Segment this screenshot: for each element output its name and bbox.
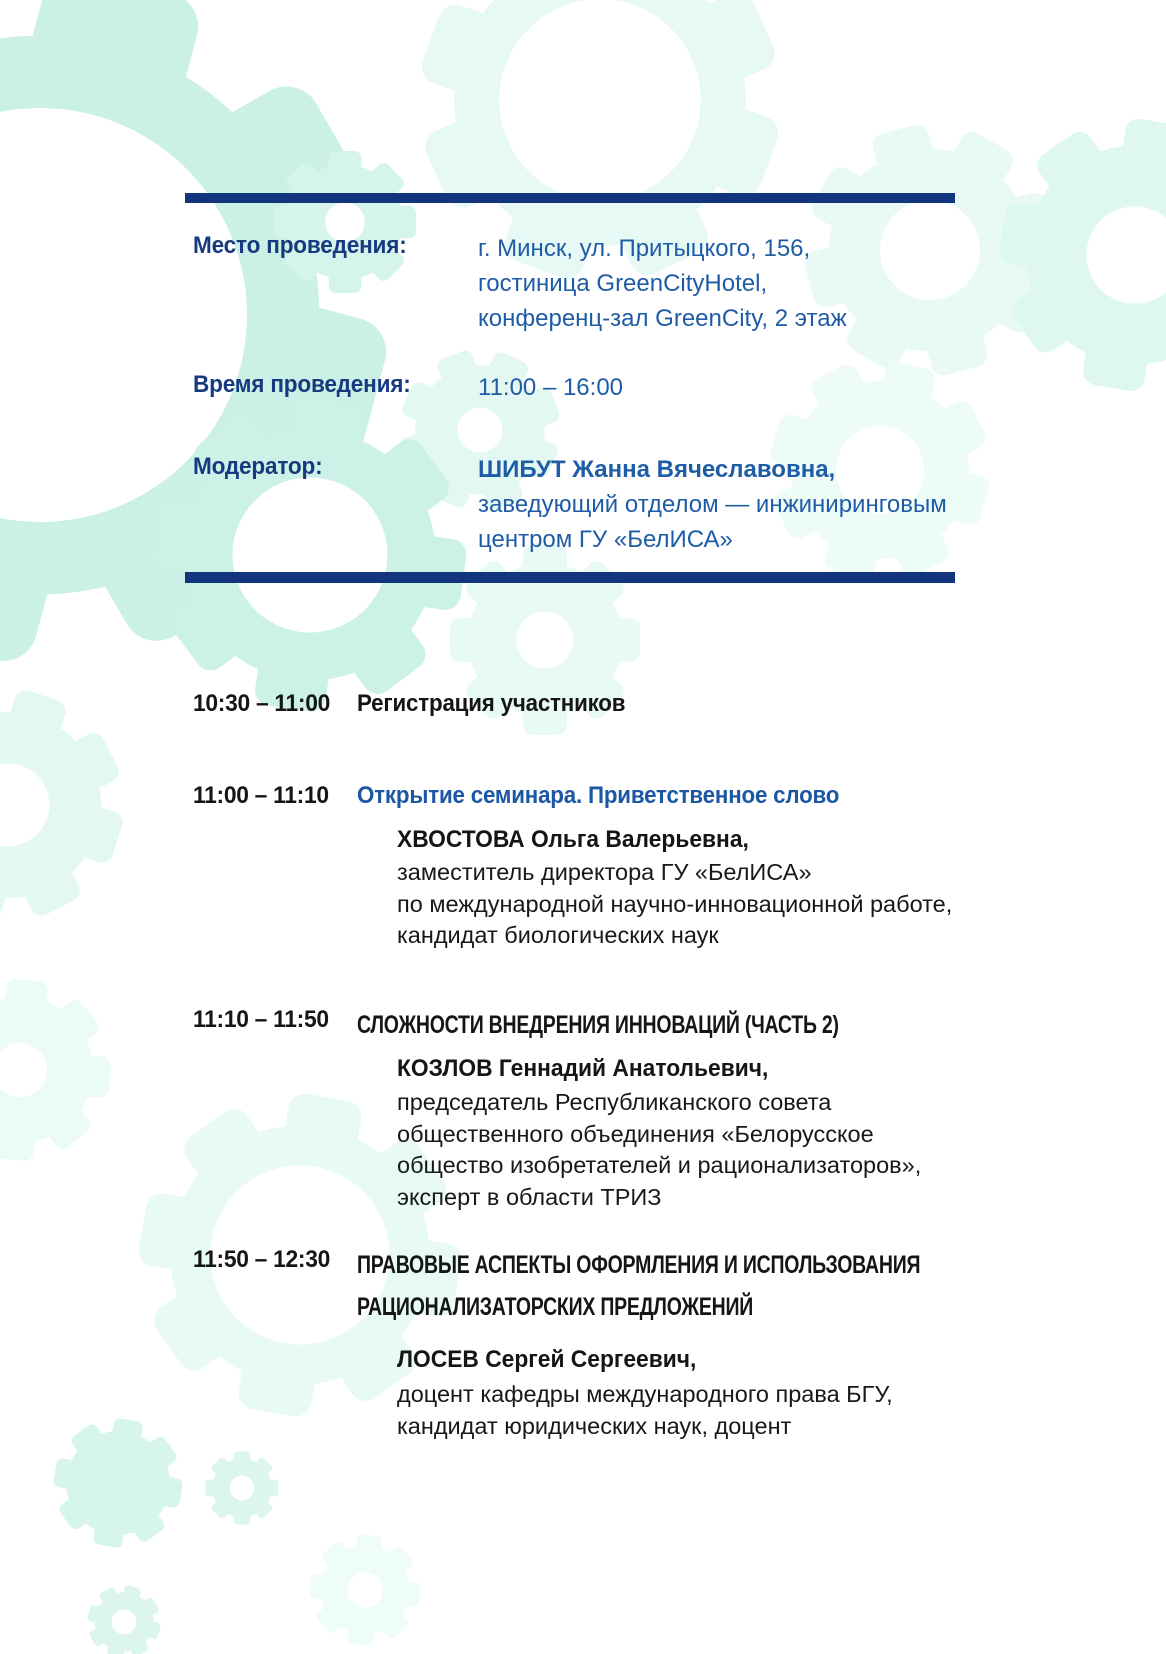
time-value: 11:00 – 16:00 xyxy=(478,374,624,401)
venue-address xyxy=(478,231,847,336)
session-title xyxy=(357,1244,920,1328)
session-time: 11:10 – 11:50 xyxy=(193,1006,329,1033)
speaker-description-line: заместитель директора ГУ «БелИСА» xyxy=(397,859,812,885)
speaker-description-line: кандидат юридических наук, доцент xyxy=(397,1412,792,1439)
moderator-label: Модератор: xyxy=(193,453,323,480)
speaker-description xyxy=(397,1087,921,1213)
session-title-line: РАЦИОНАЛИЗАТОРСКИХ ПРЕДЛОЖЕНИЙ xyxy=(357,1293,754,1321)
moderator-description-line: центром ГУ «БелИСА» xyxy=(478,526,733,553)
speaker-description-line: по международной научно-инновационной работе, xyxy=(397,890,953,917)
moderator-description-line: заведующий отделом — инжиниринговым xyxy=(478,491,947,518)
speaker-description-line: председатель Республиканского совета xyxy=(397,1089,832,1115)
venue-address-line: г. Минск, ул. Притыцкого, 156, xyxy=(478,235,811,262)
speaker-name: ЛОСЕВ Сергей Сергеевич, xyxy=(397,1346,697,1373)
session-title: Открытие семинара. Приветственное слово xyxy=(357,782,840,809)
time-label: Время проведения: xyxy=(193,371,411,398)
session-time: 10:30 – 11:00 xyxy=(193,690,331,717)
bottom-divider-bar xyxy=(185,572,955,583)
session-time: 11:50 – 12:30 xyxy=(193,1246,331,1273)
speaker-name: КОЗЛОВ Геннадий Анатольевич, xyxy=(397,1055,769,1082)
top-divider-bar xyxy=(185,193,955,203)
moderator-info xyxy=(478,452,947,557)
speaker-description-line: эксперт в области ТРИЗ xyxy=(397,1183,662,1210)
venue-label: Место проведения: xyxy=(193,232,407,259)
session-title-line: ПРАВОВЫЕ АСПЕКТЫ ОФОРМЛЕНИЯ И ИСПОЛЬЗОВАНИЯ xyxy=(357,1251,921,1279)
speaker-description-line: кандидат биологических наук xyxy=(397,922,719,948)
speaker-description-line: доцент кафедры международного права БГУ, xyxy=(397,1381,893,1407)
speaker-description xyxy=(397,1379,893,1442)
session-title: Регистрация участников xyxy=(357,690,626,717)
session-title: СЛОЖНОСТИ ВНЕДРЕНИЯ ИННОВАЦИЙ (ЧАСТЬ 2) xyxy=(357,1011,839,1039)
session-time: 11:00 – 11:10 xyxy=(193,782,329,809)
speaker-name: ХВОСТОВА Ольга Валерьевна, xyxy=(397,826,749,853)
speaker-description-line: общество изобретателей и рационализаторов», xyxy=(397,1152,922,1178)
venue-address-line: конференц-зал GreenCity, 2 этаж xyxy=(478,305,847,332)
moderator-name: ШИБУТ Жанна Вячеславовна, xyxy=(478,456,836,483)
speaker-description-line: общественного объединения «Белорусское xyxy=(397,1120,874,1147)
venue-address-line: гостиница GreenCityHotel, xyxy=(478,270,768,297)
speaker-description xyxy=(397,857,952,952)
